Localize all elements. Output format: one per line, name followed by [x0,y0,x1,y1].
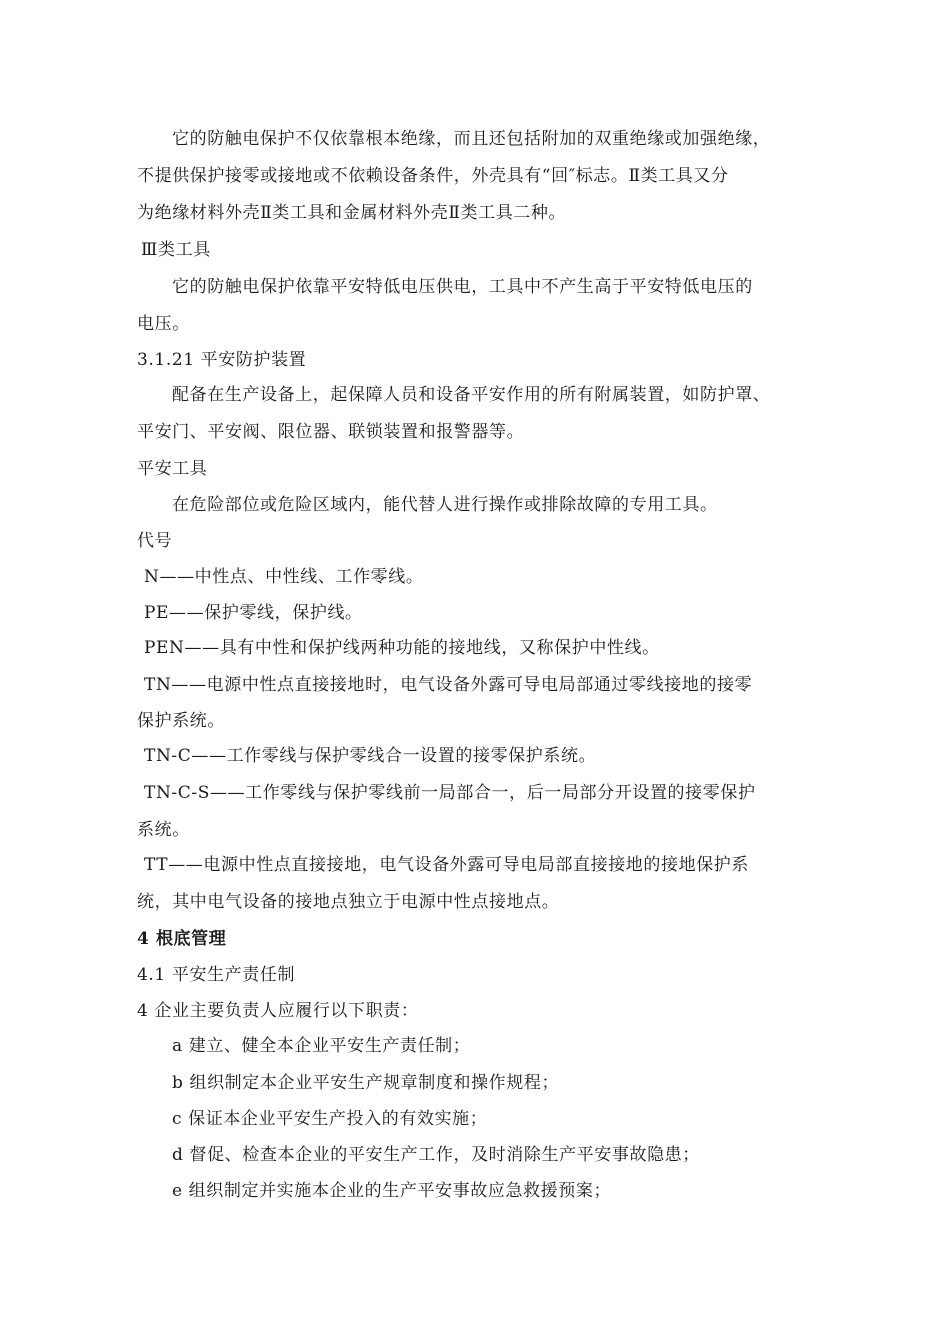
list-item: d 督促、检查本企业的平安生产工作，及时消除生产平安事故隐患； [172,1145,700,1165]
definition-line: N——中性点、中性线、工作零线。 [144,567,424,587]
section-heading: 3.1.21 平安防护装置 [137,350,307,370]
definition-line: PEN——具有中性和保护线两种功能的接地线，又称保护中性线。 [144,638,660,658]
chapter-heading: 4 根底管理 [137,929,227,949]
body-paragraph-line: 它的防触电保护依靠平安特低电压供电，工具中不产生高于平安特低电压的 [172,277,753,297]
body-paragraph-line: 电压。 [137,314,190,334]
definition-line: 保护系统。 [137,711,225,731]
definition-line: TN-C-S——工作零线与保护零线前一局部合一，后一局部分开设置的接零保护 [144,783,756,803]
body-paragraph-line: 平安门、平安阀、限位器、联锁装置和报警器等。 [137,422,525,442]
body-paragraph-line: 在危险部位或危险区域内，能代替人进行操作或排除故障的专用工具。 [172,495,718,515]
body-paragraph-line: 不提供保护接零或接地或不依赖设备条件，外壳具有“回″标志。Ⅱ类工具又分 [137,166,729,186]
definition-line: PE——保护零线，保护线。 [144,603,363,623]
list-item: b 组织制定本企业平安生产规章制度和操作规程； [172,1073,560,1093]
body-paragraph-line: 它的防触电保护不仅依靠根本绝缘，而且还包括附加的双重绝缘或加强绝缘， [172,129,771,149]
list-item: a 建立、健全本企业平安生产责任制； [172,1036,471,1056]
body-paragraph-line: 为绝缘材料外壳Ⅱ类工具和金属材料外壳Ⅱ类工具二种。 [137,203,567,223]
list-item: c 保证本企业平安生产投入的有效实施； [172,1109,488,1129]
clause-heading: 4 企业主要负责人应履行以下职责： [137,1001,419,1021]
definition-line: 系统。 [137,820,190,840]
section-heading: 平安工具 [137,459,208,479]
list-item: e 组织制定并实施本企业的生产平安事故应急救援预案； [172,1181,612,1201]
section-heading: 4.1 平安生产责任制 [137,965,296,985]
definition-line: TN-C——工作零线与保护零线合一设置的接零保护系统。 [144,746,597,766]
section-heading: 代号 [137,531,173,551]
definition-line: TN——电源中性点直接接地时，电气设备外露可导电局部通过零线接地的接零 [144,675,753,695]
section-heading: Ⅲ类工具 [141,240,211,260]
definition-line: 统，其中电气设备的接地点独立于电源中性点接地点。 [137,892,560,912]
body-paragraph-line: 配备在生产设备上，起保障人员和设备平安作用的所有附属装置，如防护罩、 [172,385,771,405]
definition-line: TT——电源中性点直接接地，电气设备外露可导电局部直接接地的接地保护系 [144,855,749,875]
